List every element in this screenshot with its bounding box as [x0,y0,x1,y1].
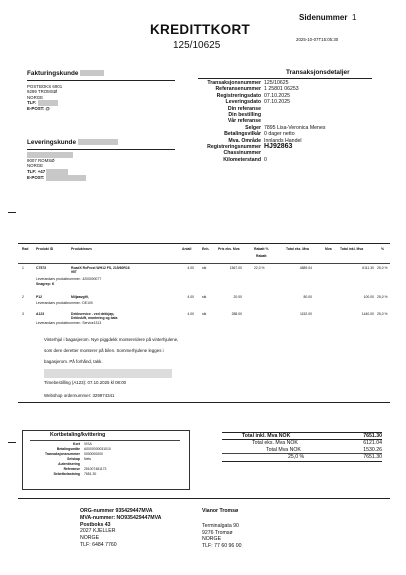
detail-row: Transaksjonsnummer 125/10625 [207,80,289,86]
document-number: 125/10625 [173,40,221,51]
detail-row: Kilometerstand 0 [223,156,267,163]
post-city: 2027 KJELLER [80,528,116,535]
table-row: 2 P12 Miljøavgift, 4.00 stk 20.00 80.00 100.00 25,0 % Leverandørs produktnummer.: DE100 [22,295,388,305]
table-top-rule [18,243,390,244]
billing-email: E-POST: @ [27,106,50,112]
payment-heading: Kortbetaling/kvittering [50,432,106,438]
payment-row: Kort VISA [73,442,92,446]
col-antall: Antall [182,247,192,251]
billing-address [27,84,62,112]
detail-row: Din referanse [227,105,261,112]
col-price: Pris eks. Mva [218,247,240,251]
detail-row: Referansenummer 1 25801 06253 [215,86,299,93]
total-row: Total inkl. Mva NOK 7651.30 [222,432,382,440]
payment-row: Referanse 251007481173 [63,467,107,471]
postbox: Postboks 43 [80,521,111,528]
delivery-email: E-POST: [27,175,86,181]
transaction-heading: Transaksjonsdetaljer [286,69,350,76]
transaction-details [198,80,374,163]
redacted-name [78,139,118,145]
payment-row: Debetbelastning 7651.30 [53,472,97,476]
detail-row: Selger 7895 Lisa-Veronica Menes [245,124,326,131]
col-product-name: Produktnavn [71,247,92,251]
remark-line: Vinterhjul i bagasjerom. Nye piggdekk montere/dere på vinterhjulene, [44,337,179,342]
col-rabatt-pct: Rabatt % [254,247,269,251]
fold-mark [8,212,16,213]
redacted-name [80,70,104,76]
vat-rate-row: 25,0 % 7651.30 [222,454,382,462]
totals [222,432,382,462]
payment-row: Transaksjonsnummer 0000000000 [44,452,103,456]
col-total-inc: Total inkl. Mva [340,247,364,251]
webshop-order: Webshop ordernummer: 329974341 [44,393,115,398]
table-bottom-rule [18,402,390,403]
detail-row: Din bestilling [228,112,261,119]
detail-row: Registreringsnummer HJ92863 [207,143,293,151]
page-number-label: Sidenummer [299,13,348,22]
country: NORGE [202,536,222,543]
payment-details [24,442,184,477]
billing-address-line: 9299 TROMSØ [27,89,58,95]
col-pct: % [381,247,385,251]
table-header-rule [18,263,390,264]
divider [27,149,175,150]
detail-row: Betalingsvilkår 0 dager netto [224,131,295,138]
city: 9276 Tromsø [202,529,233,536]
billing-address-line: POSTBOKS 6901 [27,84,63,89]
col-mva: Mva [325,247,332,251]
redacted-image [44,369,172,378]
total-row: Total Mva NOK 1530.26 [222,447,382,454]
delivery-phone: TLF: +47 [27,169,86,175]
billing-heading: Fakturingskunde [27,70,104,77]
billing-address-line: NORGE [27,94,44,100]
divider [27,80,175,81]
company-name: Vianor Tromsø [202,508,239,514]
table-header [18,247,390,263]
detail-row: Vår referanse [227,118,261,125]
phone-2: TLF: 77 60 96 00 [202,543,242,550]
street: Terminalgata 90 [202,522,239,529]
page-number: 1 [352,13,357,22]
detail-row: Mva. Område Innlands Handel [228,137,302,144]
payment-row: Betalingsmåte A0000000031010 [56,447,111,451]
col-rad: Rad [22,247,29,251]
col-total-ex: Total eks. Mva [286,247,309,251]
delivery-address [27,152,86,181]
document-title: KREDITTKORT [150,22,251,37]
remark-line: bagasjerom. På forhånd, takk. [44,359,103,364]
table-row: 1 C7573 RoadX RxFrost WH12 FS, 215/60R16 95T 4.00 stk 1567.00 22,0 % 4889.04 6111.30 25,0 % Leverandørs produktnummer.: 4200000077 Snøgrep: K [22,266,388,286]
col-product-id: Produkt ID [36,247,54,251]
detail-row: Registreringsdato 07.10.2025 [216,92,290,99]
remark-line: som dere deretter monterer på bilen. Sommerhjulene legges i [44,348,164,353]
remarks [44,334,178,367]
divider [30,440,180,441]
detail-row: Leveringsdato 07.10.2025 [225,99,290,106]
footer-right [202,508,242,550]
total-row: Total eks. Mva NOK 6121.04 [252,440,382,447]
divider [198,78,372,79]
org-number: ORG-nummer 935429447MVA [80,508,153,514]
payment-row: Selskap Nets [67,457,91,461]
delivery-heading: Leveringskunde [27,139,118,146]
phone-1: TLF: 6484 7760 [80,541,117,548]
timebestilling: Timebestilling (A123): 07.10.2025 kl 08:00 [44,380,127,385]
col-enh: Enh. [202,247,210,251]
detail-row: Chassinummer [223,150,261,157]
delivery-address-line: NORGE [27,163,44,169]
fold-mark [8,442,16,443]
table-row: 3 A123 Dekkservice - ved dekkjøp, Dekkskift, montering og bala 4.00 stk 288.00 1152.00 1440.00 25,0 % Leverandørs produktnummer.: Service1313 [22,312,388,325]
post-country: NORGE [80,535,100,542]
delivery-address-line: 9007 ROMSØ [27,158,55,163]
payment-row: Autentisering [58,462,80,466]
timestamp: 2025-10-07T15:05:30 [296,37,339,42]
vat-number: MVA-nummer: NO935429447MVA [80,514,162,521]
footer-rule [18,498,390,499]
billing-phone: TLF: [27,100,62,106]
col-rabatt: Rabatt [256,254,267,258]
footer-left [80,508,161,549]
